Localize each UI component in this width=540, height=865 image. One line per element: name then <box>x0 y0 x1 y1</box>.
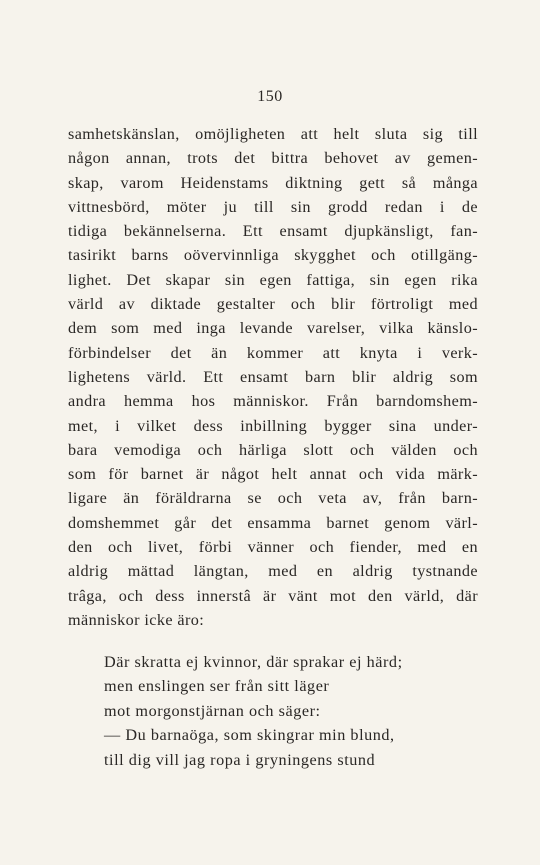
text-line: domshemmet går det ensamma barnet genom värl- <box>68 513 478 532</box>
text-line: den och livet, förbi vänner och fiender, med en <box>68 538 478 557</box>
text-line: met, i vilket dess inbillning bygger sina under- <box>68 416 478 435</box>
text-line: samhetskänslan, omöjligheten att helt sluta sig till <box>68 125 478 143</box>
text-line: någon annan, trots det bittra behovet av gemen- <box>68 149 478 168</box>
text-line: aldrig mättad längtan, med en aldrig tystnande <box>68 562 478 581</box>
text-line: andra hemma hos människor. Från barndomshem- <box>68 392 478 411</box>
verse-quote <box>104 650 474 772</box>
text-line: ligare än föräldrarna se och veta av, från barn- <box>68 489 478 508</box>
text-line: som för barnet är något helt annat och vida märk- <box>68 465 478 484</box>
text-line: lighet. Det skapar sin egen fattiga, sin egen rika <box>68 270 478 289</box>
prose-paragraph <box>68 122 478 632</box>
verse-line: till dig vill jag ropa i gryningens stund <box>104 750 376 769</box>
text-line: tasirikt barns oövervinnliga skygghet och otillgäng- <box>68 246 478 265</box>
text-line: vittnesbörd, möter ju till sin grodd redan i de <box>68 197 478 216</box>
verse-line: Där skratta ej kvinnor, där sprakar ej härd; <box>104 653 403 671</box>
text-line: förbindelser det än kommer att knyta i verk- <box>68 343 478 362</box>
text-line: tidiga bekännelserna. Ett ensamt djupkänsligt, fan- <box>68 222 478 241</box>
verse-line: men enslingen ser från sitt läger <box>104 677 330 696</box>
verse-line: — Du barnaöga, som skingrar min blund, <box>104 726 395 745</box>
verse-line: mot morgonstjärnan och säger: <box>104 701 321 720</box>
text-line: dem som med inga levande varelser, vilka känslo- <box>68 319 478 338</box>
text-line: trâga, och dess innerstâ är vänt mot den värld, där <box>68 586 478 605</box>
text-line: värld av diktade gestalter och blir förtroligt med <box>68 295 478 314</box>
text-line: skap, varom Heidenstams diktning gett så många <box>68 173 478 192</box>
text-line: lighetens värld. Ett ensamt barn blir aldrig som <box>68 367 478 386</box>
text-line: människor icke äro: <box>68 610 205 629</box>
text-line: bara vemodiga och härliga slott och välden och <box>68 440 478 459</box>
page-number: 150 <box>257 88 283 105</box>
